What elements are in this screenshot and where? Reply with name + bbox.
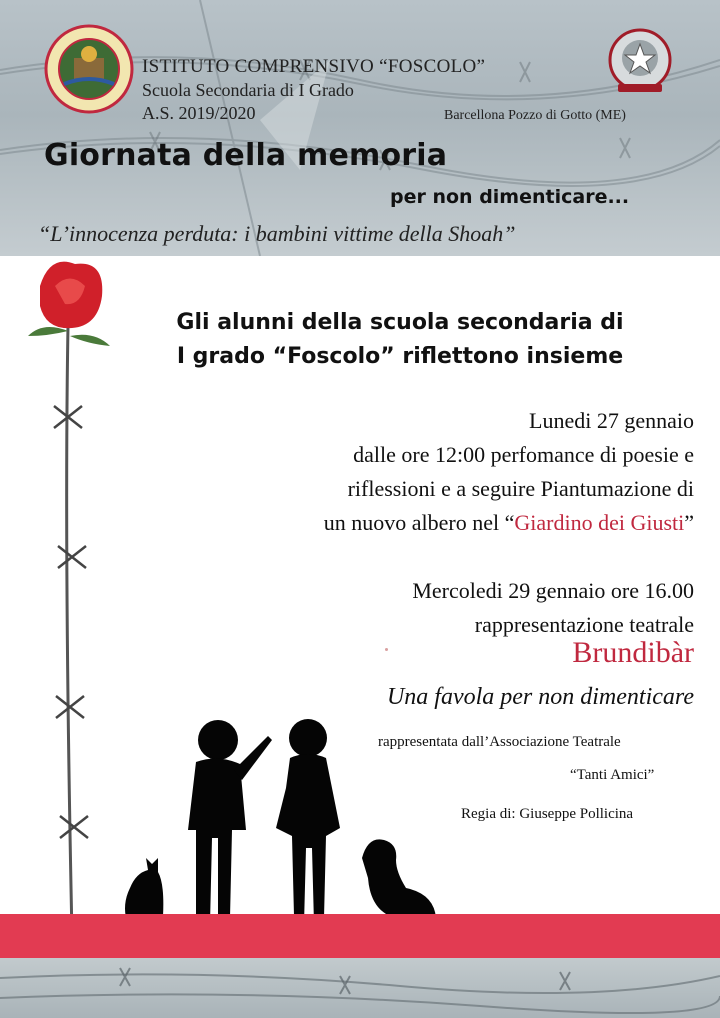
page-title: Giornata della memoria [44, 138, 448, 173]
event-wednesday [412, 574, 694, 642]
performed-by: rappresentata dall’Associazione Teatrale [378, 734, 621, 750]
decorative-dot [385, 648, 388, 651]
headline-line-1: Gli alunni della scuola secondaria di [176, 310, 624, 335]
school-year: A.S. 2019/2020 [142, 103, 256, 123]
headline-line-2: I grado “Foscolo” riflettono insieme [176, 344, 624, 369]
header-band [0, 0, 720, 256]
school-type: Scuola Secondaria di I Grado [142, 80, 354, 100]
play-title: Brundibàr [572, 636, 694, 669]
page-subtitle: per non dimenticare... [390, 186, 630, 208]
event-monday-line-4 [324, 506, 694, 540]
event-monday-line-4-suffix: ” [684, 510, 694, 535]
event-wednesday-date: Mercoledi 29 gennaio ore 16.00 [412, 578, 694, 603]
children-silhouettes-illustration [100, 718, 440, 930]
republic-emblem [604, 24, 676, 100]
school-name: ISTITUTO COMPRENSIVO “FOSCOLO” [142, 56, 486, 77]
barbed-wire-footer [0, 958, 720, 1018]
director: Regia di: Giuseppe Pollicina [461, 806, 634, 822]
school-city: Barcellona Pozzo di Gotto (ME) [444, 108, 626, 123]
garden-name: Giardino dei Giusti [514, 510, 685, 535]
event-monday-date: Lunedi 27 gennaio [529, 408, 694, 433]
headline [100, 306, 700, 374]
theme-quote: “L’innocenza perduta: i bambini vittime della Shoah” [38, 221, 516, 246]
school-logo [44, 24, 134, 114]
event-wednesday-line-2: rappresentazione teatrale [474, 612, 694, 637]
play-subtitle: Una favola per non dimenticare [386, 684, 694, 710]
event-monday-line-4-prefix: un nuovo albero nel “ [323, 510, 515, 535]
event-monday-line-2: dalle ore 12:00 perfomance di poesie e [353, 442, 694, 467]
theatre-company: “Tanti Amici” [570, 767, 655, 783]
red-band [0, 914, 720, 958]
event-monday-line-3: riflessioni e a seguire Piantumazione di [347, 476, 694, 501]
event-monday [324, 404, 694, 540]
